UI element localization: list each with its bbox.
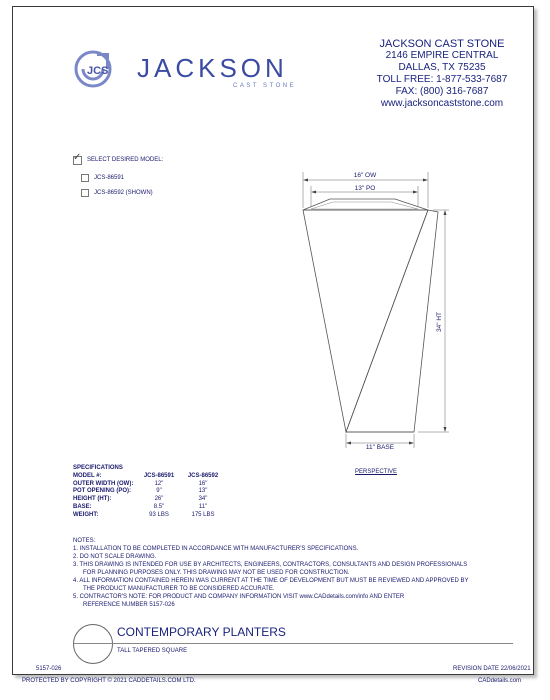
model-option-label: JCS-86592 (SHOWN) [94, 190, 153, 196]
drawing-title: CONTEMPORARY PLANTERS [117, 625, 286, 639]
planter-opening [311, 202, 418, 209]
note-line: 5. CONTRACTOR'S NOTE: FOR PRODUCT AND COMPANY INFORMATION VISIT www.CADdetails.com/info AND ENTER [73, 594, 405, 600]
company-info [371, 38, 513, 110]
note-line: 3. THIS DRAWING IS INTENDED FOR USE BY ARCHITECTS, ENGINEERS, CONTRACTORS, CONSULTANTS AND DESIGN PROFESSIONALS [73, 562, 468, 568]
pot-opening-label: 13" PO [354, 185, 376, 192]
title-block-divider [73, 643, 513, 644]
company-logo [73, 47, 313, 103]
spec-value: 93 LBS [149, 511, 169, 518]
table-row [73, 512, 225, 520]
specs-header-cell: JCS-86591 [143, 473, 175, 479]
specs-header-row [73, 473, 225, 481]
model-option-label: JCS-86591 [94, 175, 125, 181]
model-option-checkbox[interactable] [81, 189, 89, 197]
logo-subtitle: CAST STONE [233, 83, 297, 89]
title-block-circle [73, 624, 113, 664]
revision-date: REVISION DATE 22/06/2021 [453, 666, 531, 672]
base-label: 11" BASE [365, 444, 395, 451]
drawing-sheet [12, 6, 534, 675]
spec-value: 34" [198, 496, 208, 503]
spec-label: POT OPENING (PO): [73, 488, 132, 495]
planter-side-face [346, 210, 438, 432]
spec-value: 16" [198, 480, 208, 487]
spec-label: OUTER WIDTH (OW): [73, 480, 134, 487]
spec-value: 26" [154, 496, 164, 503]
note-line: 1. INSTALLATION TO BE COMPLETED IN ACCORDANCE WITH MANUFACTURER'S SPECIFICATIONS. [73, 546, 359, 552]
company-website[interactable]: www.jacksoncaststone.com [380, 98, 504, 109]
select-model-heading: SELECT DESIRED MODEL: [87, 157, 164, 163]
company-address-line1: 2146 EMPIRE CENTRAL [385, 50, 499, 61]
specs-header-cell: JCS-86592 [187, 473, 219, 479]
model-option-row[interactable] [81, 187, 163, 199]
model-option-row[interactable] [81, 172, 163, 184]
specs-header-cell: MODEL #: [73, 473, 102, 479]
drawing-subtitle: TALL TAPERED SQUARE [117, 648, 188, 654]
table-row [73, 504, 225, 512]
logo-wordmark: JACKSON [137, 53, 288, 83]
note-line: THE PRODUCT MANUFACTURER TO BE CONSIDERED ACCURATE. [83, 586, 275, 592]
copyright-notice: PROTECTED BY COPYRIGHT © 2021 CADDETAILS.COM LTD. [22, 678, 196, 684]
spec-value: 8.5" [153, 503, 165, 510]
planter-perspective-drawing [283, 162, 473, 462]
height-label: 34" HT [436, 311, 443, 333]
notes-section [73, 537, 513, 609]
note-line: REFERENCE NUMBER 5157-026 [83, 602, 175, 608]
specifications-title: SPECIFICATIONS [73, 465, 123, 471]
company-address-line2: DALLAS, TX 75235 [398, 62, 486, 73]
perspective-caption: PERSPECTIVE [355, 469, 398, 475]
model-option-checkbox[interactable] [81, 174, 89, 182]
planter-front-face [303, 210, 428, 432]
note-line: FOR PLANNING PURPOSES ONLY. THIS DRAWING MAY NOT BE USED FOR CONSTRUCTION. [83, 570, 350, 576]
planter-top-rim [303, 199, 428, 210]
notes-heading: NOTES: [73, 538, 96, 544]
company-name: JACKSON CAST STONE [379, 38, 505, 50]
outer-width-label: 16" OW [353, 172, 377, 179]
spec-value: 9" [156, 488, 162, 495]
spec-value: 11" [198, 503, 208, 510]
spec-value: 12" [154, 480, 164, 487]
spec-label: BASE: [73, 503, 92, 510]
company-fax: FAX: (800) 316-7687 [395, 86, 489, 97]
spec-label: WEIGHT: [73, 511, 99, 518]
note-line: 4. ALL INFORMATION CONTAINED HEREIN WAS CURRENT AT THE TIME OF DEVELOPMENT BUT MUST BE REVIEWED AND APPROVED BY [73, 578, 469, 584]
reference-number: 5157-026 [36, 666, 62, 672]
table-row [73, 481, 225, 489]
checkmark-icon: ✓ [73, 151, 82, 163]
specifications-table [73, 465, 225, 519]
spec-value: 13" [198, 488, 208, 495]
jcs-monogram-icon [73, 47, 129, 103]
company-tollfree: TOLL FREE: 1-877-533-7687 [376, 74, 508, 85]
spec-value: 175 LBS [191, 511, 215, 518]
model-selector [73, 151, 164, 199]
select-model-checkbox[interactable] [73, 151, 82, 165]
spec-label: HEIGHT (HT): [73, 496, 112, 503]
note-line: 2. DO NOT SCALE DRAWING. [73, 554, 157, 560]
table-row [73, 488, 225, 496]
table-row [73, 496, 225, 504]
svg-text:JCS: JCS [87, 65, 109, 77]
caddetails-link[interactable]: CADdetails.com [478, 678, 522, 684]
